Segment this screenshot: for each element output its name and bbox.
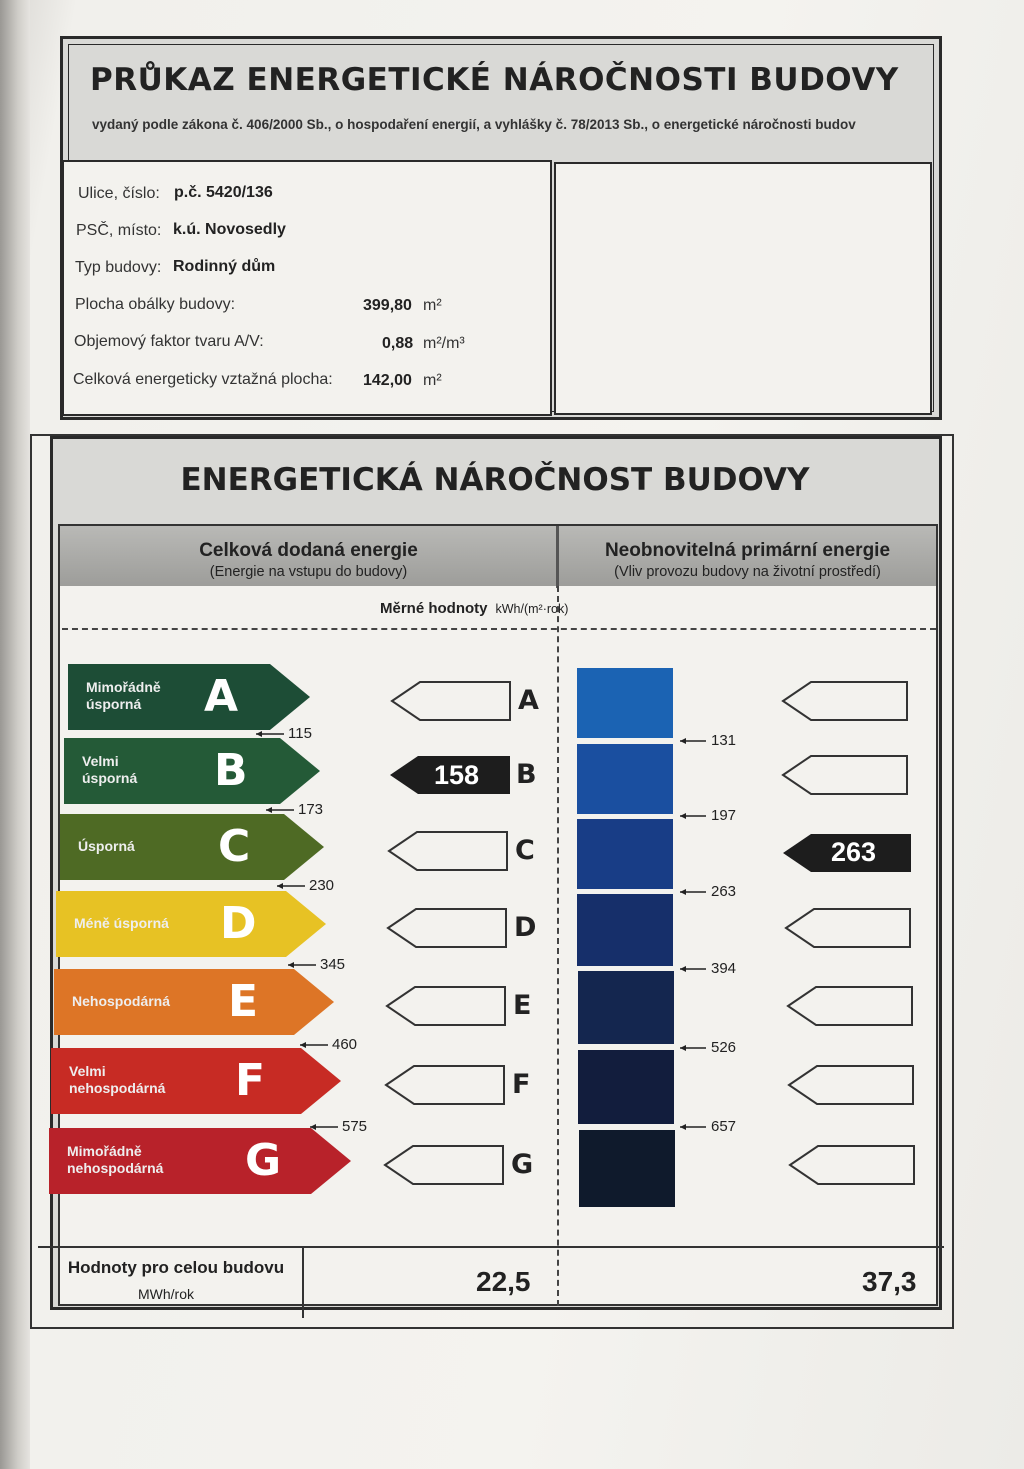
footer-line (38, 1246, 944, 1248)
right-threshold-arrowhead (680, 1124, 686, 1130)
right-threshold-arrowhead (680, 813, 686, 819)
street-label: Ulice, číslo: (78, 185, 160, 202)
left-threshold-arrowhead (256, 731, 262, 737)
type-label: Typ budovy: (75, 259, 162, 276)
band-letter-g: G (245, 1135, 282, 1186)
right-threshold-657: 657 (711, 1118, 737, 1135)
whole-building-unit: MWh/rok (138, 1286, 194, 1302)
whole-building-label: Hodnoty pro celou budovu (67, 1258, 285, 1277)
envelope-unit: m² (423, 297, 442, 314)
right-threshold-arrowhead (680, 966, 686, 972)
band-name-e: Nehospodárná (72, 993, 171, 1009)
band-name-d: Méně úsporná (74, 915, 169, 931)
left-threshold-arrowhead (300, 1042, 306, 1048)
street-value: p.č. 5420/136 (174, 184, 273, 201)
specific-values-text: Měrné hodnoty (380, 600, 488, 617)
left-threshold-345: 345 (320, 956, 346, 973)
right-threshold-394: 394 (711, 960, 737, 977)
delivered-total-value: 22,5 (476, 1266, 531, 1297)
primary-energy-band-g (579, 1130, 675, 1207)
primary-slot-b (783, 756, 907, 794)
band-letter-f: F (235, 1055, 266, 1106)
delivered-slot-d (388, 909, 506, 947)
specific-values-unit: kWh/(m²·rok) (495, 602, 569, 616)
left-threshold-115: 115 (288, 725, 312, 742)
slot-letter-a: A (518, 685, 539, 716)
slot-letter-b: B (516, 759, 537, 790)
primary-marker-value: 263 (831, 837, 877, 867)
slot-letter-c: C (515, 835, 535, 866)
certificate-subtitle: vydaný podle zákona č. 406/2000 Sb., o hospodaření energií, a vyhlášky č. 78/2013 Sb., o energetické náročnosti budov (92, 117, 856, 132)
reference-area-unit: m² (423, 372, 442, 389)
rating-title: ENERGETICKÁ NÁROČNOST BUDOVY (180, 462, 810, 498)
primary-total-value: 37,3 (862, 1266, 917, 1297)
right-threshold-263: 263 (711, 883, 737, 900)
band-letter-c: C (218, 821, 251, 872)
slot-letter-g: G (511, 1149, 534, 1180)
right-threshold-131: 131 (711, 732, 737, 749)
band-letter-a: A (204, 671, 239, 722)
left-threshold-arrowhead (266, 807, 272, 813)
left-threshold-arrowhead (277, 883, 283, 889)
band-name-f: Velmi nehospodárná (69, 1063, 166, 1096)
primary-energy-band-b (577, 744, 673, 814)
slot-letter-d: D (514, 912, 537, 943)
primary-energy-band-a (577, 668, 673, 738)
band-letter-d: D (220, 898, 257, 949)
left-threshold-575: 575 (342, 1118, 368, 1135)
primary-slot-f (789, 1066, 913, 1104)
delivered-slot-g (385, 1146, 503, 1184)
band-name-g: Mimořádně nehospodárná (67, 1143, 164, 1176)
right-threshold-arrowhead (680, 1045, 686, 1051)
slot-letter-e: E (513, 990, 532, 1021)
band-name-c: Úsporná (78, 838, 135, 854)
right-threshold-526: 526 (711, 1039, 737, 1056)
city-value: k.ú. Novosedly (173, 221, 286, 238)
left-threshold-460: 460 (332, 1036, 358, 1053)
primary-slot-d (786, 909, 910, 947)
shape-factor-value: 0,88 (382, 335, 414, 352)
primary-energy-band-d (577, 894, 673, 966)
city-label: PSČ, místo: (76, 222, 162, 239)
band-name-a: Mimořádně úsporná (86, 679, 161, 712)
envelope-value: 399,80 (363, 297, 412, 314)
left-threshold-230: 230 (309, 877, 335, 894)
certificate-title: PRŮKAZ ENERGETICKÉ NÁROČNOSTI BUDOVY (90, 62, 899, 98)
delivered-slot-a (392, 682, 510, 720)
delivered-energy-title: Celková dodaná energie (199, 540, 418, 561)
type-value: Rodinný dům (173, 258, 276, 275)
shape-factor-label: Objemový faktor tvaru A/V: (74, 333, 264, 350)
delivered-slot-e (387, 987, 505, 1025)
shape-factor-unit: m²/m³ (423, 335, 465, 352)
band-name-b: Velmi úsporná (82, 753, 138, 786)
primary-slot-a (783, 682, 907, 720)
slot-letter-f: F (512, 1069, 531, 1100)
delivered-marker-value: 158 (434, 760, 480, 790)
reference-area-label: Celková energeticky vztažná plocha: (73, 371, 333, 388)
envelope-label: Plocha obálky budovy: (75, 296, 236, 313)
left-threshold-173: 173 (298, 801, 324, 818)
delivered-slot-c (389, 832, 507, 870)
right-threshold-arrowhead (680, 889, 686, 895)
reference-area-value: 142,00 (363, 372, 412, 389)
right-threshold-197: 197 (711, 807, 737, 824)
band-letter-b: B (214, 745, 248, 796)
primary-energy-band-f (578, 1050, 674, 1124)
left-threshold-arrowhead (288, 962, 294, 968)
primary-energy-band-c (577, 819, 673, 889)
primary-slot-g (790, 1146, 914, 1184)
primary-energy-title: Neobnovitelná primární energie (604, 540, 891, 561)
primary-slot-e (788, 987, 912, 1025)
footer-divider (302, 1246, 304, 1318)
primary-energy-subtitle: (Vliv provozu budovy na životní prostředí) (614, 564, 881, 580)
delivered-slot-f (386, 1066, 504, 1104)
delivered-energy-subtitle: (Energie na vstupu do budovy) (209, 564, 408, 580)
band-letter-e: E (228, 976, 259, 1027)
primary-energy-band-e (578, 971, 674, 1044)
right-threshold-arrowhead (680, 738, 686, 744)
